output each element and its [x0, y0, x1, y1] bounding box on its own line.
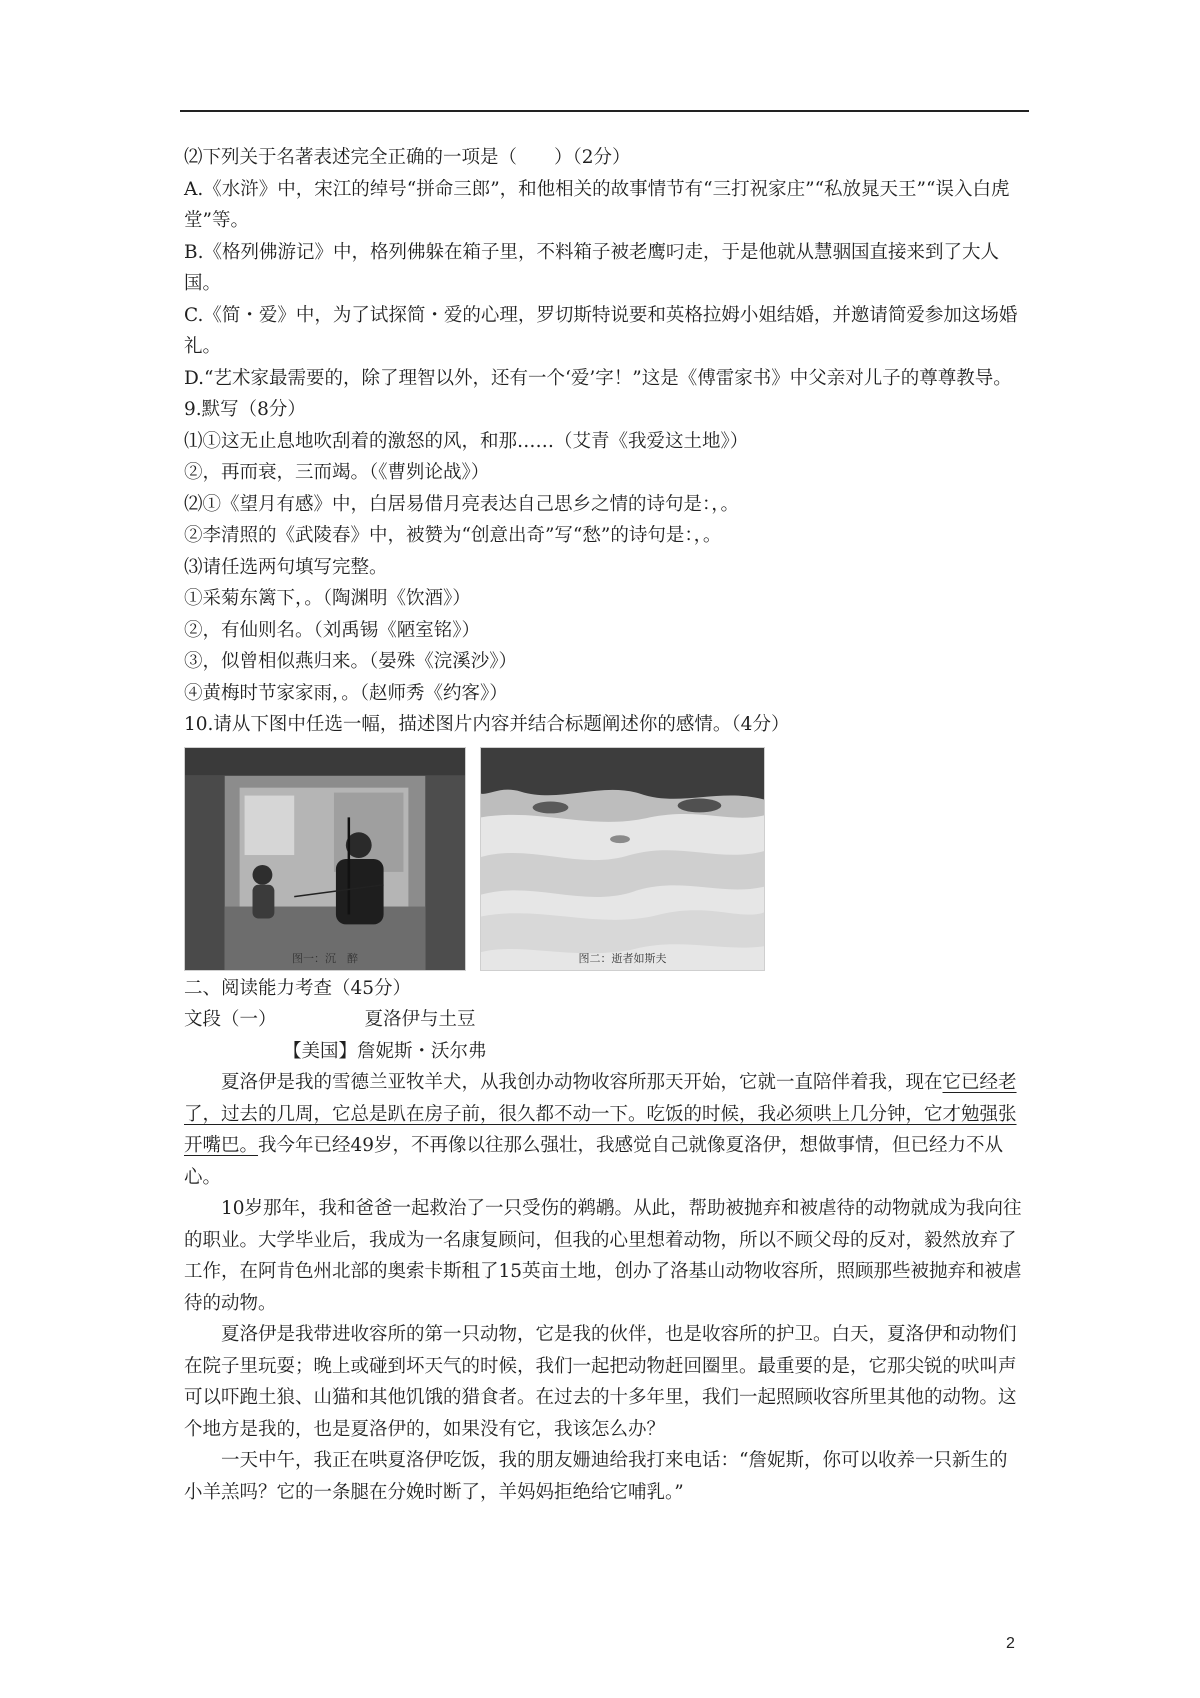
- passage-label: 文段（一）: [184, 1009, 277, 1030]
- question-10-photos: [184, 747, 765, 971]
- section-two-title: 二、阅读能力考查（45分）: [184, 977, 412, 999]
- header-rule: [180, 110, 1029, 112]
- page-number: 2: [1006, 1635, 1015, 1652]
- photo-one-erhu-player: [184, 747, 466, 971]
- dictation-line: ⑴①这无止息地吹刮着的激怒的风，和那……（艾青《我爱这土地》）: [184, 430, 749, 452]
- dictation-line: ①采菊东篱下，。（陶渊明《饮酒》）: [184, 588, 471, 609]
- passage-paragraph-4: 一天中午，我正在哄夏洛伊吃饭，我的朋友姗迪给我打来电话：“詹妮斯，你可以收养一只新生的小羊羔吗？它的一条腿在分娩时断了，羊妈妈拒绝给它哺乳。”: [184, 1450, 1008, 1503]
- dictation-line: ②，有仙则名。（刘禹锡《陋室铭》）: [184, 619, 481, 641]
- dictation-line: ②，再而衰，三而竭。（《曹刿论战》）: [184, 462, 490, 483]
- question-10-title: 10.请从下图中任选一幅，描述图片内容并结合标题阐述你的感情。（4分）: [184, 714, 790, 735]
- question-9-title: 9.默写（8分）: [184, 399, 306, 420]
- dictation-line: ④黄梅时节家家雨，。（赵师秀《约客》）: [184, 682, 508, 704]
- question-8-2-stem: ⑵下列关于名著表述完全正确的一项是（ ）（2分）: [184, 147, 631, 168]
- dictation-line: ②李清照的《武陵春》中，被赞为“创意出奇”写“愁”的诗句是：，。: [184, 525, 722, 546]
- underlined-sentence: 它已经老了，过去的几周，它总是趴在房子前，很久都不动一下。吃饭的时候，我必须哄上几分钟，它才勉强张开嘴巴。: [184, 1072, 1017, 1156]
- photo-one-caption: 图一：沉 醉: [292, 951, 358, 965]
- photo-two-image: [481, 748, 764, 970]
- dictation-line: ③，似曾相似燕归来。（晏殊《浣溪沙》）: [184, 651, 518, 672]
- dictation-line: ⑶请任选两句填写完整。: [184, 556, 388, 578]
- passage-paragraph-2: 10岁那年，我和爸爸一起救治了一只受伤的鹈鹕。从此，帮助被抛弃和被虐待的动物就成为我向往的职业。大学毕业后，我成为一名康复顾问，但我的心里想着动物，所以不顾父母的反对，毅然放弃了工作，在阿肯色州北部的奥索卡斯租了15英亩土地，创办了洛基山动物收容所，照顾那些被抛弃和被虐待的动物。: [184, 1198, 1022, 1314]
- passage-author: 【美国】詹妮斯・沃尔弗: [283, 1040, 487, 1062]
- photo-two-river-rapids: [480, 747, 765, 971]
- photo-one-image: [185, 748, 465, 970]
- option-d: D.“艺术家最需要的，除了理智以外，还有一个‘爱’字！”这是《傅雷家书》中父亲对儿子的尊尊教导。: [184, 367, 1012, 389]
- option-a: A.《水浒》中，宋江的绰号“拼命三郎”，和他相关的故事情节有“三打祝家庄”“私放晁天王”“误入白虎堂”等。: [184, 178, 1010, 231]
- option-c: C.《简・爱》中，为了试探简・爱的心理，罗切斯特说要和英格拉姆小姐结婚，并邀请简爱参加这场婚礼。: [184, 304, 1018, 357]
- passage-paragraph-1: 夏洛伊是我的雪德兰亚牧羊犬，从我创办动物收容所那天开始，它就一直陪伴着我，现在它已经老了，过去的几周，它总是趴在房子前，很久都不动一下。吃饭的时候，我必须哄上几分钟，它才勉强张开嘴巴。我今年已经49岁，不再像以往那么强壮，我感觉自己就像夏洛伊，想做事情，但已经力不从心。: [184, 1072, 1017, 1188]
- dictation-line: ⑵①《望月有感》中，白居易借月亮表达自己思乡之情的诗句是：，。: [184, 493, 740, 515]
- option-b: B.《格列佛游记》中，格列佛躲在箱子里，不料箱子被老鹰叼走，于是他就从慧骃国直接来到了大人国。: [184, 241, 999, 294]
- photo-two-caption: 图二：逝者如斯夫: [578, 951, 667, 965]
- passage-paragraph-3: 夏洛伊是我带进收容所的第一只动物，它是我的伙伴，也是收容所的护卫。白天，夏洛伊和动物们在院子里玩耍；晚上或碰到坏天气的时候，我们一起把动物赶回圈里。最重要的是，它那尖锐的吠叫声可以吓跑土狼、山猫和其他饥饿的猎食者。在过去的十多年里，我们一起照顾收容所里其他的动物。这个地方是我的，也是夏洛伊的，如果没有它，我该怎么办？: [184, 1324, 1017, 1440]
- page-content: [184, 142, 1024, 1508]
- passage-title: 夏洛伊与土豆: [364, 1009, 476, 1030]
- passage-heading: [184, 1004, 1024, 1036]
